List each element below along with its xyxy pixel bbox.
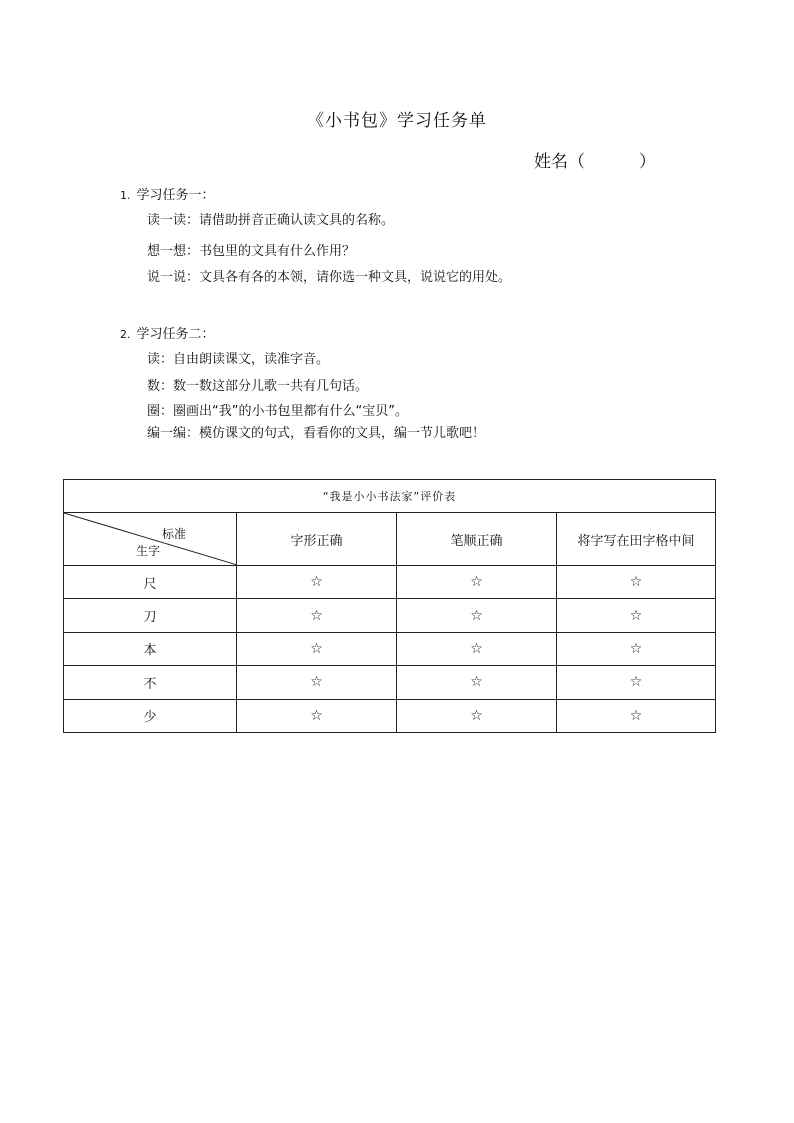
star-icon: ☆ (397, 699, 557, 732)
table-row (64, 599, 716, 632)
column-header-grid-position: 将字写在田字格中间 (557, 513, 716, 566)
star-icon: ☆ (237, 566, 397, 599)
task1-number: 1. (120, 189, 131, 202)
star-icon: ☆ (557, 666, 716, 699)
column-header-stroke-order: 笔顺正确 (397, 513, 557, 566)
star-icon: ☆ (397, 566, 557, 599)
task2-line-circle: 圈：圈画出“我”的小书包里都有什么“宝贝”。 (147, 404, 408, 419)
evaluation-table (63, 479, 716, 733)
star-icon: ☆ (237, 599, 397, 632)
task1-line-think: 想一想：书包里的文具有什么作用？ (147, 244, 356, 259)
page-title: 《小书包》学习任务单 (307, 111, 487, 131)
star-icon: ☆ (397, 632, 557, 665)
table-corner-cell (64, 513, 237, 566)
task2-line-read: 读：自由朗读课文，读准字音。 (147, 352, 330, 367)
star-icon: ☆ (237, 699, 397, 732)
character-cell: 不 (64, 666, 237, 699)
star-icon: ☆ (237, 632, 397, 665)
table-row (64, 632, 716, 665)
task1-line-read: 读一读：请借助拼音正确认读文具的名称。 (147, 213, 395, 228)
table-row (64, 699, 716, 732)
name-field: 姓名（ ） (534, 152, 657, 172)
task1-heading (120, 184, 215, 203)
table-row (64, 666, 716, 699)
character-cell: 本 (64, 632, 237, 665)
star-icon: ☆ (557, 599, 716, 632)
task2-title: 学习任务二： (136, 327, 215, 342)
table-caption: “我是小小书法家”评价表 (64, 480, 716, 513)
star-icon: ☆ (397, 666, 557, 699)
task1-line-speak: 说一说：文具各有各的本领，请你选一种文具，说说它的用处。 (147, 270, 512, 285)
star-icon: ☆ (557, 632, 716, 665)
task1-title: 学习任务一： (136, 188, 215, 203)
table-row (64, 566, 716, 599)
corner-label-characters: 生字 (136, 544, 161, 558)
column-header-shape: 字形正确 (237, 513, 397, 566)
corner-label-criteria: 标准 (161, 527, 186, 542)
star-icon: ☆ (557, 699, 716, 732)
character-cell: 少 (64, 699, 237, 732)
task2-number: 2. (120, 328, 131, 341)
star-icon: ☆ (557, 566, 716, 599)
task2-heading (120, 323, 215, 342)
star-icon: ☆ (397, 599, 557, 632)
character-cell: 尺 (64, 566, 237, 599)
task2-line-count: 数：数一数这部分儿歌一共有几句话。 (147, 379, 369, 394)
task2-line-compose: 编一编：模仿课文的句式，看看你的文具，编一节儿歌吧！ (147, 426, 486, 441)
star-icon: ☆ (237, 666, 397, 699)
character-cell: 刀 (64, 599, 237, 632)
